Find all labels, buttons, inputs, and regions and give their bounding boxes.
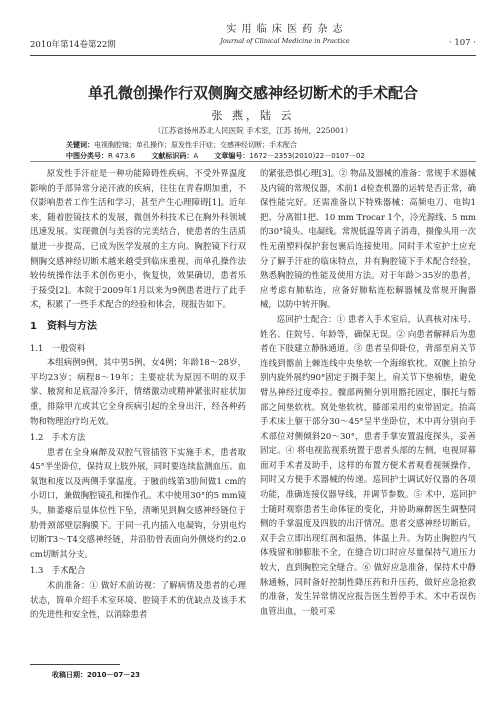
issue-info: 2010年第14卷第22期: [30, 40, 116, 50]
page-number: · 107 ·: [448, 38, 476, 48]
journal-name: [210, 20, 360, 45]
section-heading-materials-methods: 1 资料与方法: [30, 320, 97, 332]
keywords: 电视胸腔镜；单孔操作；原发性手汗症；交感神经切断；手术配合: [94, 141, 297, 149]
article-number: 1672－2353(2010)22－0107－02: [249, 152, 365, 160]
left-column: [30, 166, 246, 622]
surgical-method-paragraph: 患者在全身麻醉及双腔气管插管下实施手术，患者取45°半坐卧位，保持双上肢外展，同时要连续监测血压、血氧饱和度以及两侧手掌温度。于腋前线第3肋间做1 cm的小切口，兼做胸腔镜孔和操作孔。术中使用30°的5 mm镜头，肺萎瘪后显体位性下坠，清晰见到胸交感神经链位于肋骨颈部壁层胸膜下。于同一孔内插入电凝钩，分别电灼切断T3～T4交感神经链，并沿肋骨表面向外侧烧灼约2.0 cm切断其分支。: [30, 446, 246, 559]
running-header: [30, 18, 476, 56]
classification-line: [66, 151, 365, 161]
header-divider: [30, 55, 476, 56]
keywords-label: 关键词：: [66, 141, 94, 149]
article-title: 单孔微创操作行双侧胸交感神经切断术的手术配合: [87, 84, 418, 102]
classification-label: 中图分类号：: [66, 152, 108, 160]
author-affiliation: （江苏省扬州苏北人民医院 手术室，江苏 扬州，225001）: [153, 126, 353, 135]
journal-name-cn: 实 用 临 床 医 药 杂 志: [226, 24, 344, 35]
subsection-heading-general-data: 1.1 一般资料: [30, 342, 86, 353]
received-date: 收稿日期：2010－07－23: [52, 671, 140, 679]
right-column: [260, 166, 476, 618]
preoperative-paragraph: 术前准备：① 做好术前访视：了解病情及患者的心理状态，简单介绍手术室环境、腔镜手术的优缺点及该手术的先进性和安全性，以消除患者: [30, 580, 246, 620]
continued-paragraph: 的紧张恐惧心理[3]。② 物品及器械的准备：常规手术器械及内镜的常规仪器，术前1 d检查机器的运转是否正常，确保性能完好。还需准备以下特殊器械：高频电刀、电钩1把、分离钳1把、10 mm Trocar 1个，冷光源线、5 mm的30°镜头、电凝线。常规低温等离子消毒，摄像头用一次性无菌塑料保护套包裹后连接使用。同时手术室护士应充分了解手汗症的临床特点，并有胸腔镜下手术配合经验，熟悉胸腔镜的性能及使用方法。对于年龄＞35岁的患者，应考虑有肺粘连，应备好肺粘连松解器械及常规开胸器械，以防中转开胸。: [260, 168, 476, 310]
keywords-line: [66, 140, 297, 150]
article-number-label: 文章编号：: [214, 152, 250, 160]
footer-divider: [30, 664, 120, 665]
general-data-paragraph: 本组病例9例，其中男5例，女4例；年龄18～28岁，平均23岁；病程8～19年；主要症状为原因不明的双手掌、腋窝和足底湿冷多汗，情绪激动或精神紧张时症状加重，排除甲亢或其它全身疾病引起的全身出汗，经各种药物和物理治疗均无效。: [30, 357, 246, 426]
classification-code: R 473.6: [108, 152, 136, 160]
circulating-nurse-paragraph: 巡回护士配合：① 患者入手术室后，认真核对床号、姓名、住院号、年龄等，确保无误。② 向患者解释后为患者在下肢建立静脉通道。③ 患者呈仰卧位，背部至肩关节连线到髂前上棘连线中央垫软一个海绵软枕。双腕上抬分别内旋外展约90°固定于搁手架上，肩关节下垫棉垫，避免臂丛神经过度牵拉。髋部两侧分别用髂托固定，腘托与髂部之间垫软枕。窝处垫软枕，膝部采用约束带固定。抬高手术床上躯干部分30～45°呈半坐卧位，术中再分别向手术部位对侧倾斜20～30°，患者手掌安置温度探头，妥善固定。④ 将电视监视系统置于患者头部的左侧，电视屏幕面对手术者及助手，这样的布置方便术者观看视频操作，同时又方便手术器械的传递。巡回护士调试好仪器的各项功能，准确连接仪器导线，并调节参数。⑤ 术中，巡回护士随时观察患者生命体征的变化，并协助麻醉医生调整同侧的手掌温度及四肢的出汗情况。患者交感神经切断后，双手会立即出现红润和温热，体温上升。为防止胸腔内气体残留和肺膨胀不全，在缝合切口时应尽量保持气道压力较大，直到胸腔完全缝合。⑥ 做好应急准备，保持术中静脉通畅，同时备好控制性降压药和升压药，做好应急抢救的准备，发生异常情况应报告医生暂停手术。术中若误伤血管出血，一般可采: [260, 313, 476, 616]
article-authors: 张 燕，陆 云: [211, 109, 295, 122]
meta-divider: [30, 161, 476, 162]
doccode: A: [193, 152, 199, 160]
subsection-heading-surgical-cooperation: 1.3 手术配合: [30, 565, 86, 576]
doccode-label: 文献标识码：: [151, 152, 194, 160]
intro-paragraph: 原发性手汗症是一种功能障碍性疾病，不受外界温度影响的手部异常分泌汗液的疾病，往往在青春期加重，不仅影响患者工作生活和学习，甚至产生心理障碍[1]。近年来，随着腔镜技术的发展，微创外科技术已在胸外科领域迅速发展。实现微创与美容的完美结合，使患者的生活质量进一步提高，已成为医学发展的主方向。胸腔镜下行双侧胸交感神经切断术越来越受到临床重视，而单孔操作法较传统操作法手术创伤更小，恢复快，效果确切，患者乐于接受[2]。本院于2009年1月以来为9例患者进行了此手术，积累了一些手术配合的经验和体会，现报告如下。: [30, 168, 246, 310]
subsection-heading-surgical-method: 1.2 手术方法: [30, 432, 86, 443]
journal-name-en: Journal of Clinical Medicine in Practice: [220, 37, 350, 45]
